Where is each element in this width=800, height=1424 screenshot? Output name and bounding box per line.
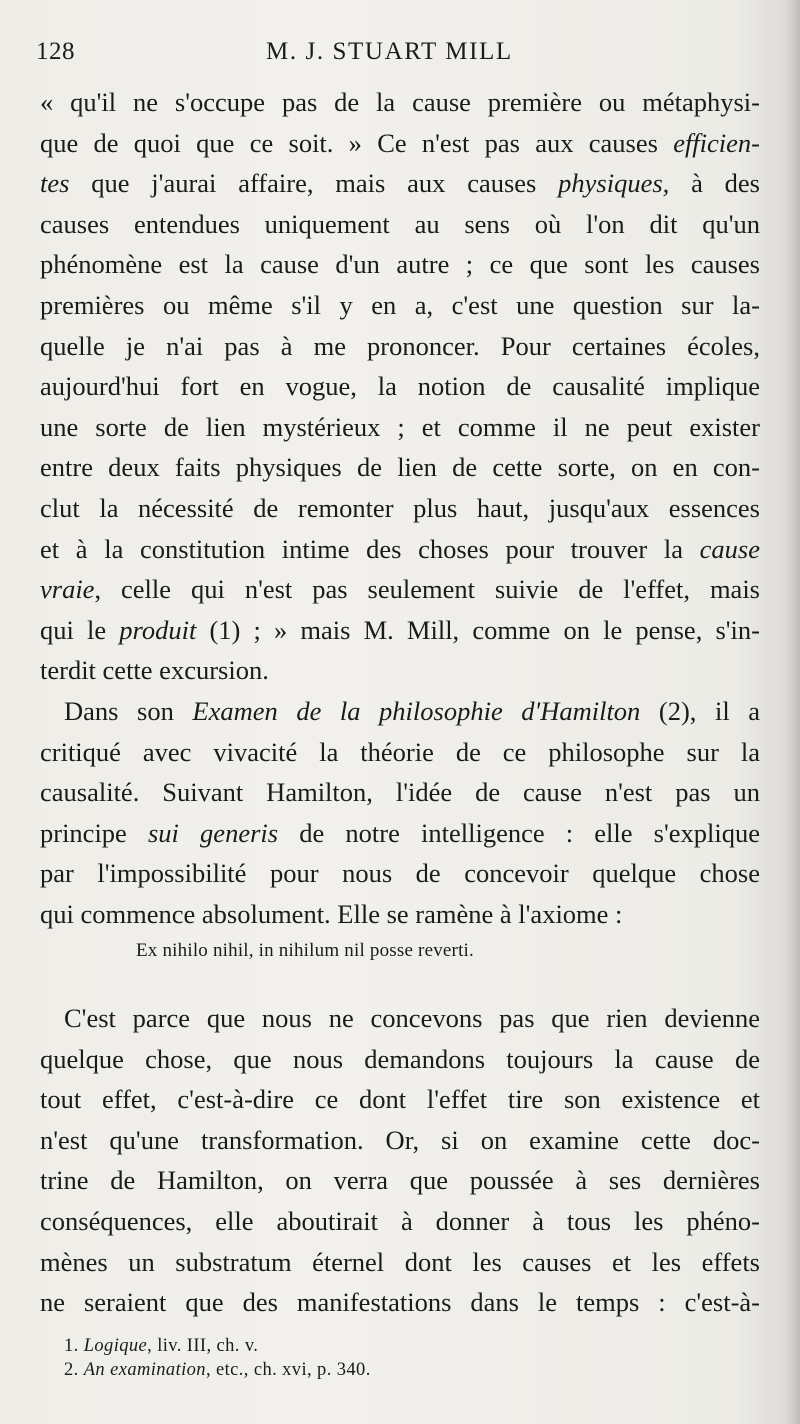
footnote-number: 2.	[64, 1360, 79, 1380]
text-span: par l'impossibilité pour nous de concevoir quelque chose	[40, 858, 760, 889]
text-span: Dans son	[64, 695, 193, 726]
text-line	[40, 1160, 760, 1201]
text-line	[40, 1120, 760, 1161]
text-line	[40, 204, 760, 245]
text-span: trine de Hamilton, on verra que poussée à ses dernières	[40, 1165, 760, 1196]
text-span: (2), il a	[640, 695, 760, 726]
italic-span: produit	[119, 614, 197, 645]
text-line	[40, 366, 760, 407]
italic-span: cause	[699, 533, 760, 564]
text-span: « qu'il ne s'occupe pas de la cause première ou métaphysi-	[40, 87, 760, 117]
text-line	[40, 610, 760, 651]
footnote-text: , liv. III, ch. v.	[147, 1336, 259, 1356]
text-span: terdit cette excursion.	[40, 655, 269, 686]
text-line	[40, 1201, 760, 1242]
text-line	[40, 732, 760, 773]
text-span: , celle qui n'est pas seulement suivie de l'effet, mais	[94, 574, 760, 605]
text-line	[40, 772, 760, 813]
text-span: quelque chose, que nous demandons toujours la cause de	[40, 1043, 760, 1074]
text-span: mènes un substratum éternel dont les causes et les effets	[40, 1246, 760, 1277]
text-span: ne seraient que des manifestations dans le temps : c'est-à-	[40, 1287, 760, 1318]
page-number: 128	[36, 38, 75, 65]
text-line	[40, 447, 760, 488]
page-header	[36, 38, 756, 72]
text-line	[40, 82, 760, 123]
text-span: tout effet, c'est-à-dire ce dont l'effet tire son existence et	[40, 1084, 760, 1115]
italic-span: sui generis	[147, 817, 279, 848]
italic-span: efficien-	[673, 127, 760, 158]
text-span: (1) ; » mais M. Mill, comme on le pense, s'in-	[196, 614, 760, 645]
text-line	[40, 894, 760, 935]
text-span: causes entendues uniquement au sens où l'on dit qu'un	[40, 208, 760, 239]
text-span: phénomène est la cause d'un autre ; ce que sont les causes	[40, 249, 760, 280]
text-span: une sorte de lien mystérieux ; et comme il ne peut exister	[40, 411, 760, 442]
text-span: et à la constitution intime des choses pour trouver la	[40, 533, 700, 564]
text-span: à des	[669, 168, 760, 199]
italic-span: Examen de la philosophie d'Hamilton	[192, 695, 641, 726]
text-span: clut la nécessité de remonter plus haut, jusqu'aux essences	[40, 492, 760, 523]
text-line	[40, 529, 760, 570]
text-span: n'est qu'une transformation. Or, si on examine cette doc-	[40, 1124, 760, 1155]
text-line	[40, 163, 760, 204]
text-span: critiqué avec vivacité la théorie de ce philosophe sur la	[40, 736, 760, 767]
text-span: premières ou même s'il y en a, c'est une question sur la-	[40, 289, 760, 320]
text-line	[40, 813, 760, 854]
text-line	[40, 326, 760, 367]
text-span: principe	[40, 817, 148, 848]
text-span: de notre intelligence : elle s'explique	[278, 817, 760, 848]
page-edge-shadow	[786, 0, 800, 1424]
latin-axiom-quote: Ex nihilo nihil, in nihilum nil posse reverti.	[136, 940, 474, 961]
italic-span: vraie	[40, 574, 95, 605]
text-line	[40, 650, 760, 691]
main-text-block	[40, 82, 760, 934]
text-span: qui le	[40, 614, 120, 645]
text-line	[40, 853, 760, 894]
text-line	[40, 998, 760, 1039]
text-line	[40, 569, 760, 610]
text-line	[40, 407, 760, 448]
footnote-2	[64, 1358, 754, 1382]
text-span: entre deux faits physiques de lien de cette sorte, on en con-	[40, 452, 760, 483]
text-line	[40, 285, 760, 326]
italic-span: physiques,	[558, 168, 670, 199]
running-head: M. J. STUART MILL	[266, 38, 513, 65]
text-span: qui commence absolument. Elle se ramène à l'axiome :	[40, 898, 623, 929]
text-line	[40, 488, 760, 529]
footnote-1	[64, 1334, 754, 1358]
text-line	[40, 1079, 760, 1120]
text-span: que j'aurai affaire, mais aux causes	[69, 168, 559, 199]
text-span: C'est parce que nous ne concevons pas que rien devienne	[64, 1003, 760, 1033]
footnotes	[64, 1334, 754, 1382]
text-span: quelle je n'ai pas à me prononcer. Pour certaines écoles,	[40, 330, 760, 361]
text-span: aujourd'hui fort en vogue, la notion de causalité implique	[40, 371, 760, 402]
text-line	[40, 691, 760, 732]
footnote-number: 1.	[64, 1336, 79, 1356]
text-line	[40, 244, 760, 285]
main-text-block-2	[40, 998, 760, 1323]
text-span: que de quoi que ce soit. » Ce n'est pas aux causes	[40, 127, 674, 158]
text-line	[40, 1282, 760, 1323]
text-line	[40, 123, 760, 164]
text-line	[40, 1039, 760, 1080]
text-span: conséquences, elle aboutirait à donner à tous les phéno-	[40, 1205, 760, 1236]
footnote-title: An examination	[83, 1360, 206, 1380]
text-line	[40, 1242, 760, 1283]
footnote-text: , etc., ch. xvi, p. 340.	[205, 1360, 371, 1380]
footnote-title: Logique	[83, 1336, 148, 1356]
italic-span: tes	[40, 168, 70, 199]
text-span: causalité. Suivant Hamilton, l'idée de cause n'est pas un	[40, 777, 760, 808]
